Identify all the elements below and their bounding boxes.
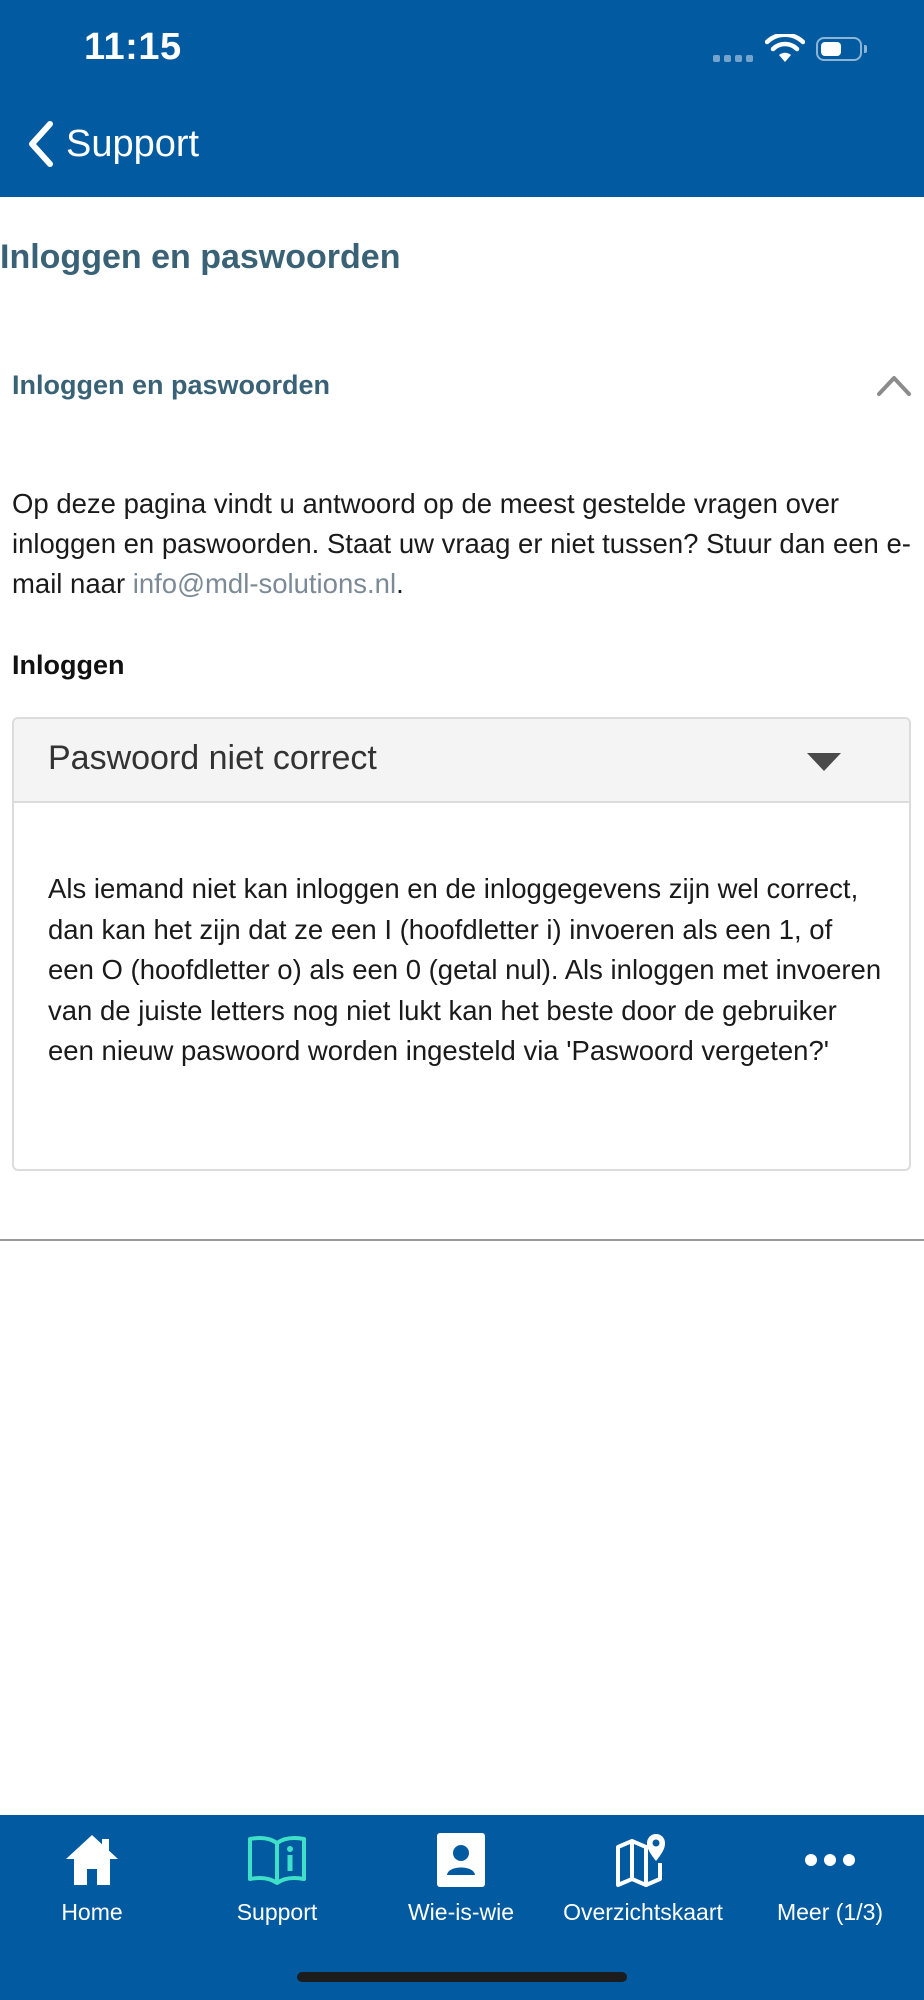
person-card-icon xyxy=(430,1829,492,1891)
page-title: Inloggen en paswoorden xyxy=(0,238,401,276)
battery-level xyxy=(821,42,841,56)
book-info-icon xyxy=(246,1829,308,1891)
divider xyxy=(0,1239,924,1241)
tab-label-home: Home xyxy=(61,1899,123,1925)
tab-home[interactable] xyxy=(2,1829,182,1939)
caret-down-icon xyxy=(807,753,841,771)
tab-label-meer: Meer (1/3) xyxy=(776,1899,884,1925)
faq-question-toggle[interactable] xyxy=(14,719,909,803)
tab-label-wie-is-wie: Wie-is-wie xyxy=(407,1899,515,1925)
tab-meer[interactable] xyxy=(740,1829,920,1939)
faq-item xyxy=(12,717,911,1171)
section-title: Inloggen en paswoorden xyxy=(12,370,331,400)
section-intro xyxy=(12,484,912,604)
cellular-signal-icon xyxy=(713,55,753,62)
section-toggle[interactable] xyxy=(0,350,924,420)
faq-question: Paswoord niet correct xyxy=(48,739,377,777)
tab-label-support: Support xyxy=(236,1899,318,1925)
home-indicator xyxy=(297,1972,627,1982)
intro-text: Op deze pagina vindt u antwoord op de meest gestelde vragen over inloggen en paswoorden. Staat uw vraag er niet tussen? Stuur dan een e-mail naar xyxy=(12,488,911,599)
wifi-icon xyxy=(765,34,805,64)
subheading-inloggen: Inloggen xyxy=(12,650,125,680)
tab-label-overzichtskaart: Overzichtskaart xyxy=(563,1899,723,1925)
back-label: Support xyxy=(66,122,200,165)
tab-wie-is-wie[interactable] xyxy=(371,1829,551,1939)
tab-overzichtskaart[interactable] xyxy=(553,1829,733,1939)
more-dots-icon xyxy=(799,1829,861,1891)
tab-support[interactable] xyxy=(187,1829,367,1939)
battery-icon xyxy=(816,37,862,61)
top-header xyxy=(0,0,924,197)
back-button[interactable] xyxy=(26,120,199,168)
faq-answer: Als iemand niet kan inloggen en de inloggegevens zijn wel correct, dan kan het zijn dat ze een I (hoofdletter i) invoeren als een 1, of een O (hoofdletter o) als een 0 (getal nul). Als inloggen met invoeren van de juiste letters nog niet lukt kan het beste door de gebruiker een nieuw paswoord worden ingesteld via 'Paswoord vergeten?' xyxy=(48,873,882,1066)
chevron-up-icon xyxy=(876,370,912,400)
intro-end: . xyxy=(396,568,404,599)
map-pin-icon xyxy=(612,1829,674,1891)
status-time: 11:15 xyxy=(84,26,182,68)
chevron-left-icon xyxy=(26,120,56,168)
email-link[interactable]: info@mdl-solutions.nl xyxy=(132,568,397,599)
home-icon xyxy=(61,1829,123,1891)
